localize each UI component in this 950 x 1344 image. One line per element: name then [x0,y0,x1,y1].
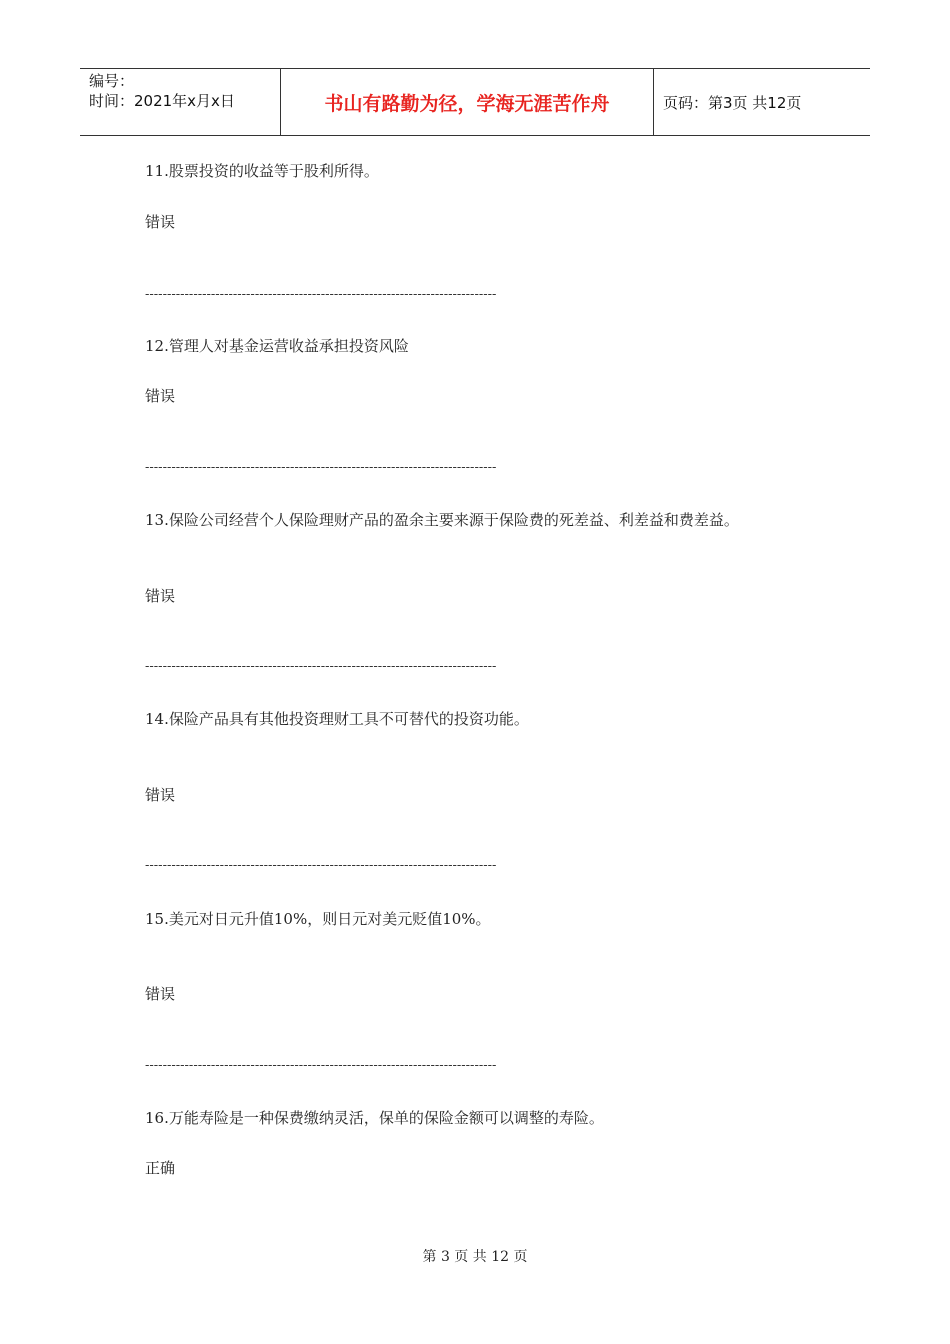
answer-16: 正确 [145,1159,176,1177]
question-11: 11.股票投资的收益等于股利所得。 [145,162,379,180]
answer-12: 错误 [145,387,176,405]
separator: -------------------------------------------------------------------------------- [145,287,497,302]
separator: -------------------------------------------------------------------------------- [145,460,497,475]
separator: -------------------------------------------------------------------------------- [145,858,497,873]
separator: -------------------------------------------------------------------------------- [145,659,497,674]
question-16: 16.万能寿险是一种保费缴纳灵活，保单的保险金额可以调整的寿险。 [145,1109,604,1127]
answer-14: 错误 [145,786,176,804]
page-header [80,68,870,136]
question-12: 12.管理人对基金运营收益承担投资风险 [145,337,409,355]
question-13: 13.保险公司经营个人保险理财产品的盈余主要来源于保险费的死差益、利差益和费差益。 [145,511,739,529]
header-page-info: 页码：第3页 共12页 [663,93,802,112]
separator: -------------------------------------------------------------------------------- [145,1058,497,1073]
question-15: 15.美元对日元升值10%，则日元对美元贬值10%。 [145,910,491,928]
answer-15: 错误 [145,985,176,1003]
answer-13: 错误 [145,587,176,605]
page-footer: 第 3 页 共 12 页 [422,1249,528,1265]
date-label: 时间：2021年x月x日 [89,92,235,110]
question-14: 14.保险产品具有其他投资理财工具不可替代的投资功能。 [145,710,529,728]
code-label: 编号： [89,72,135,90]
header-motto: 书山有路勤为径，学海无涯苦作舟 [281,69,654,135]
header-meta [80,69,281,135]
answer-11: 错误 [145,213,176,231]
